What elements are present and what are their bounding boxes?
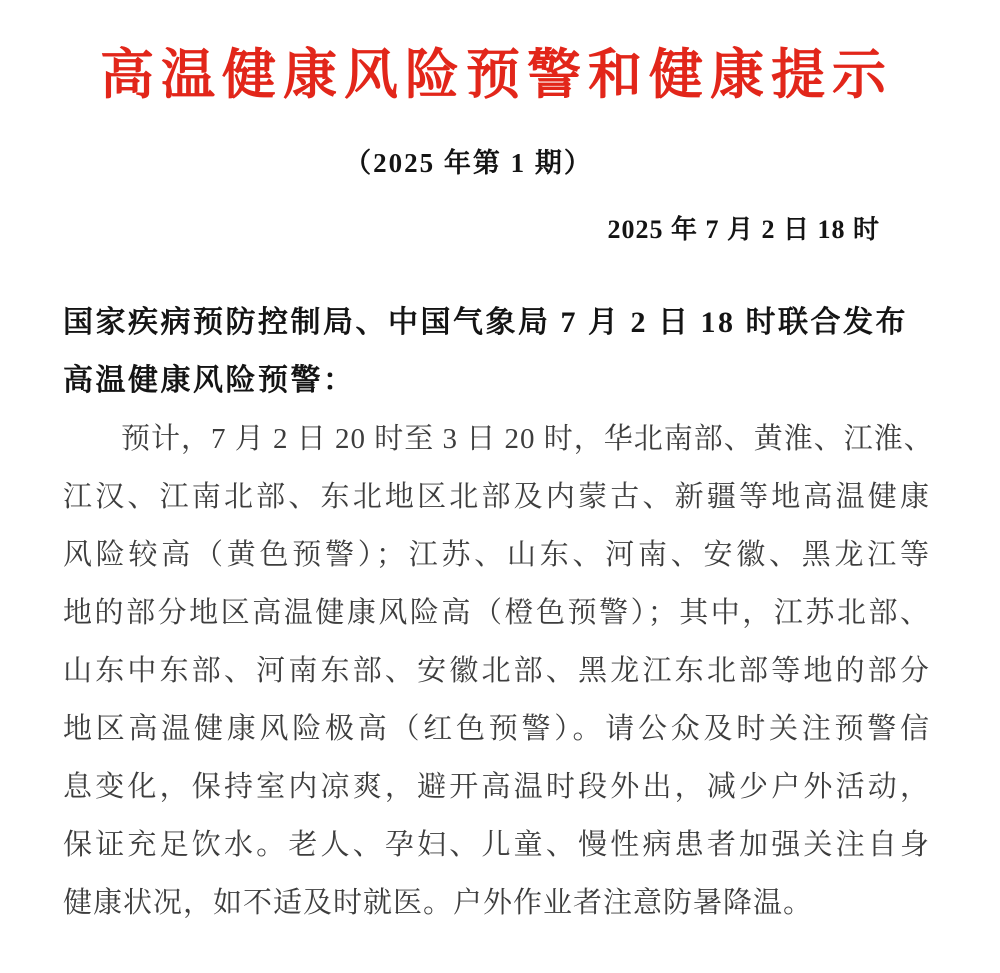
heading-line-1: 国家疾病预防控制局、中国气象局 7 月 2 日 18 时联合发布 — [63, 306, 908, 339]
body-line-1: 预计，7 月 2 日 20 时至 3 日 20 时，华北南部、黄淮、江淮、 — [121, 423, 934, 455]
body-line-2: 江汉、江南北部、东北地区北部及内蒙古、新疆等地高温健康 — [63, 481, 930, 513]
document-title: 高温健康风险预警和健康提示 — [100, 45, 893, 105]
heading-line-2: 高温健康风险预警： — [63, 364, 356, 397]
body-line-6: 地区高温健康风险极高（红色预警）。请公众及时关注预警信 — [63, 713, 930, 745]
body-line-5: 山东中东部、河南东部、安徽北部、黑龙江东北部等地的部分 — [63, 655, 930, 687]
issue-number: （2025 年第 1 期） — [344, 148, 593, 178]
body-line-4: 地的部分地区高温健康风险高（橙色预警）；其中，江苏北部、 — [63, 597, 930, 629]
body-line-7: 息变化，保持室内凉爽，避开高温时段外出，减少户外活动， — [63, 771, 930, 803]
issue-datetime: 2025 年 7 月 2 日 18 时 — [607, 215, 880, 244]
body-line-8: 保证充足饮水。老人、孕妇、儿童、慢性病患者加强关注自身 — [63, 829, 930, 861]
announcement-heading — [63, 294, 930, 410]
body-line-9: 健康状况，如不适及时就医。户外作业者注意防暑降温。 — [63, 887, 814, 919]
announcement-body — [63, 410, 934, 932]
body-line-3: 风险较高（黄色预警）；江苏、山东、河南、安徽、黑龙江等 — [63, 539, 930, 571]
